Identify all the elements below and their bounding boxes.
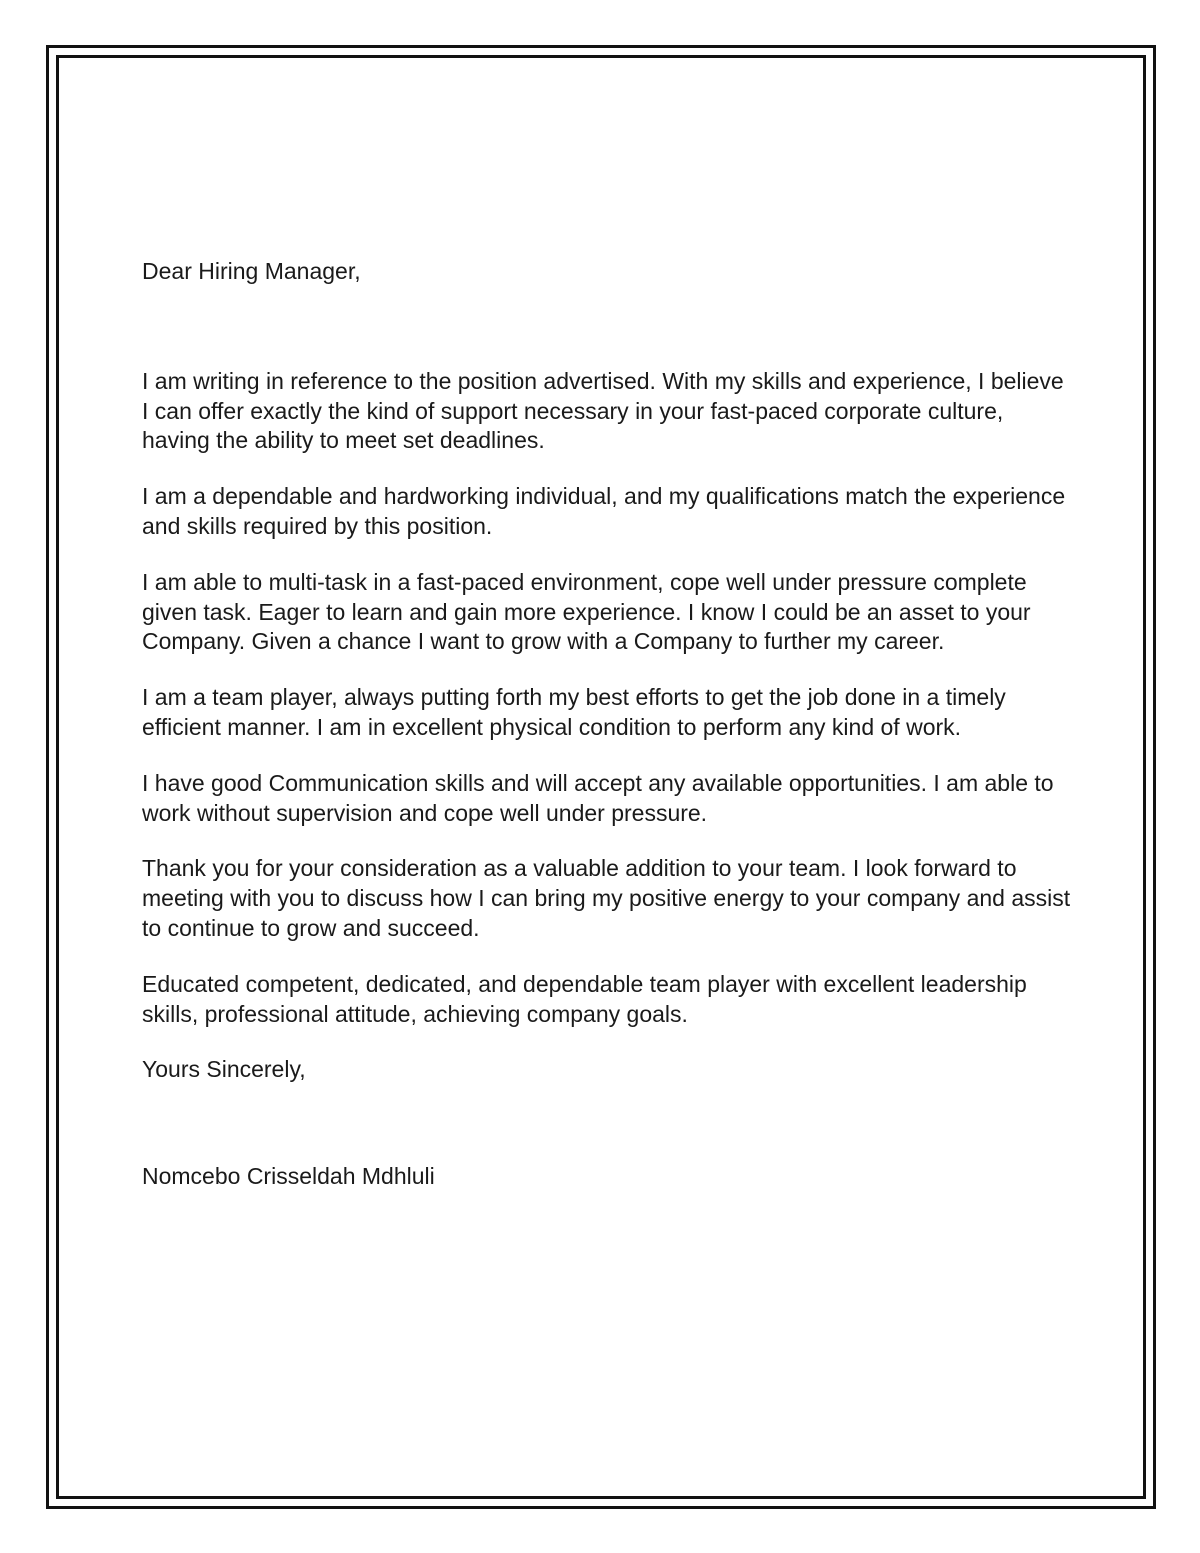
salutation: Dear Hiring Manager, bbox=[142, 258, 361, 284]
paragraph-qualifications: I am a dependable and hardworking individual, and my qualifications match the experience and skills required by this position. bbox=[142, 483, 1066, 539]
cover-letter bbox=[142, 257, 1072, 1192]
paragraph-intro: I am writing in reference to the position advertised. With my skills and experience, I believe I can offer exactly the kind of support necessary in your fast-paced corporate culture, having the ability to meet set deadlines. bbox=[142, 367, 1064, 454]
paragraph-thank-you: Thank you for your consideration as a valuable addition to your team. I look forward to meeting with you to discuss how I can bring my positive energy to your company and assist to continue to grow and succeed. bbox=[142, 855, 1071, 941]
paragraph-summary: Educated competent, dedicated, and dependable team player with excellent leadership skills, professional attitude, achieving company goals. bbox=[142, 970, 1027, 1027]
paragraph-multitask: I am able to multi-task in a fast-paced environment, cope well under pressure complete given task. Eager to learn and gain more experience. I know I could be an asset to your Company. Given a chance I want to grow with a Company to further my career. bbox=[142, 568, 1031, 655]
paragraph-communication: I have good Communication skills and will accept any available opportunities. I am able to work without supervision and cope well under pressure. bbox=[142, 769, 1054, 826]
closing: Yours Sincerely, bbox=[142, 1056, 306, 1083]
signature-name: Nomcebo Crisseldah Mdhluli bbox=[142, 1163, 435, 1190]
paragraph-team-player: I am a team player, always putting forth my best efforts to get the job done in a timely efficient manner. I am in excellent physical condition to perform any kind of work. bbox=[142, 684, 1006, 740]
